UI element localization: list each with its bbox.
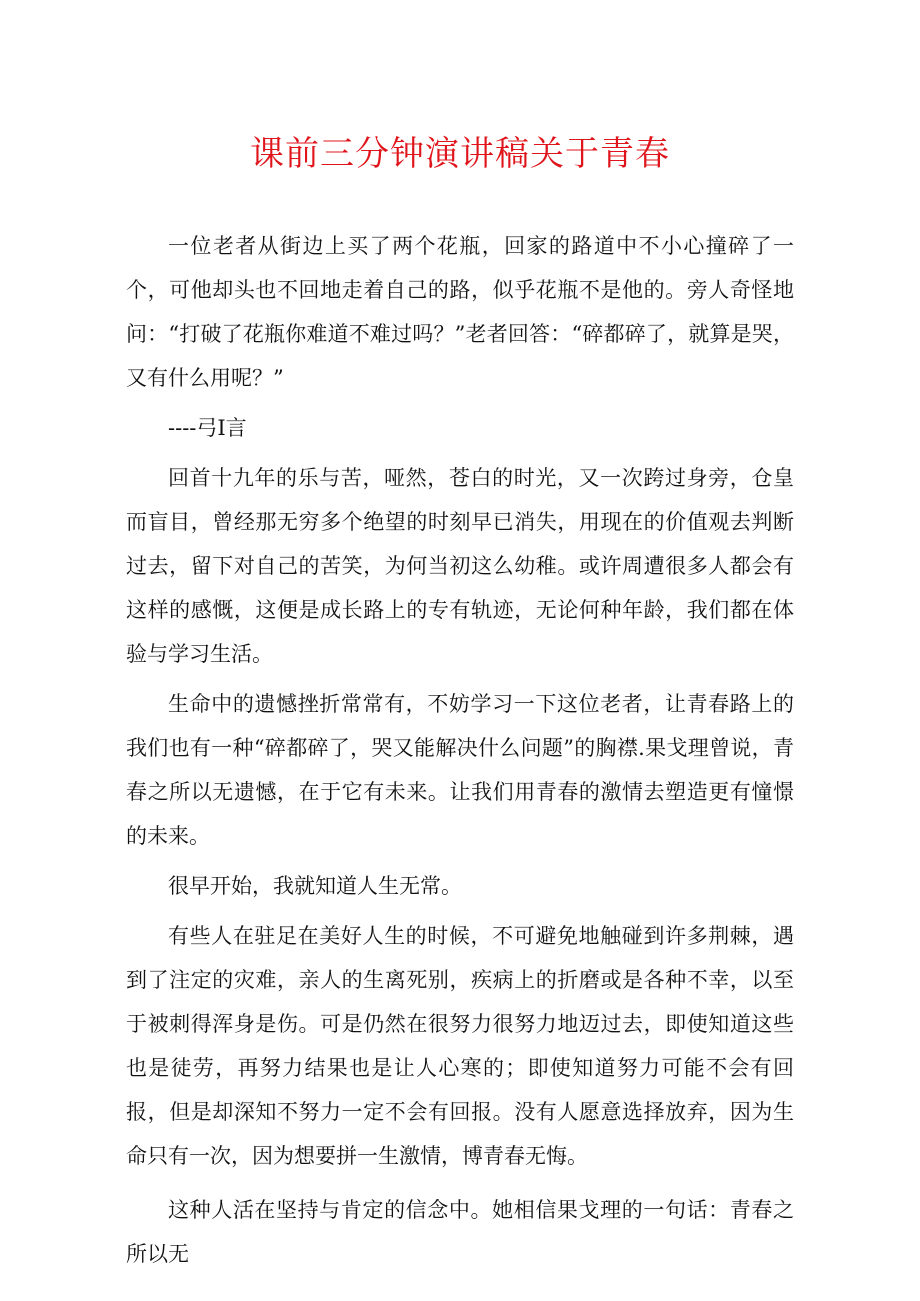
document-title: 课前三分钟演讲稿关于青春 xyxy=(250,134,670,174)
paragraph-impermanence: 很早开始，我就知道人生无常。 xyxy=(168,874,462,898)
paragraph-perseverance: 有些人在驻足在美好人生的时候，不可避免地触碰到许多荆棘，遇到了注定的灾难，亲人的生离死别，疾病上的折磨或是各种不幸，以至于被刺得浑身是伤。可是仍然在很努力很努力地迈过去，即使知道这些也是徒劳，再努力结果也是让人心寒的；即使知道努力可能不会有回报，但是却深知不努力一定不会有回报。没有人愿意选择放弃，因为生命只有一次，因为想要拼一生激情，博青春无悔。 xyxy=(126,924,794,1168)
paragraph-reflection: 回首十九年的乐与苦，哑然，苍白的时光，又一次跨过身旁，仓皇而盲目，曾经那无穷多个绝望的时刻早已消失，用现在的价值观去判断过去，留下对自己的苦笑，为何当初这么幼稚。或许周遭很多人都会有这样的感慨，这便是成长路上的专有轨迹，无论何种年龄，我们都在体验与学习生活。 xyxy=(126,466,794,666)
document-body xyxy=(126,224,794,1282)
paragraph-belief: 这种人活在坚持与肯定的信念中。她相信果戈理的一句话：青春之所以无 xyxy=(126,1198,794,1266)
paragraph-regrets: 生命中的遗憾挫折常常有，不妨学习一下这位老者，让青春路上的我们也有一种“碎都碎了，哭又能解决什么问题”的胸襟.果戈理曾说，青春之所以无遗憾，在于它有未来。让我们用青春的激情去塑造更有憧憬的未来。 xyxy=(126,692,794,848)
paragraph-intro-marker: ----弓I言 xyxy=(168,416,247,440)
paragraph-anecdote: 一位老者从街边上买了两个花瓶，回家的路道中不小心撞碎了一个，可他却头也不回地走着自己的路，似乎花瓶不是他的。旁人奇怪地问：“打破了花瓶你难道不难过吗？”老者回答：“碎都碎了，就算是哭，又有什么用呢？” xyxy=(126,234,794,390)
